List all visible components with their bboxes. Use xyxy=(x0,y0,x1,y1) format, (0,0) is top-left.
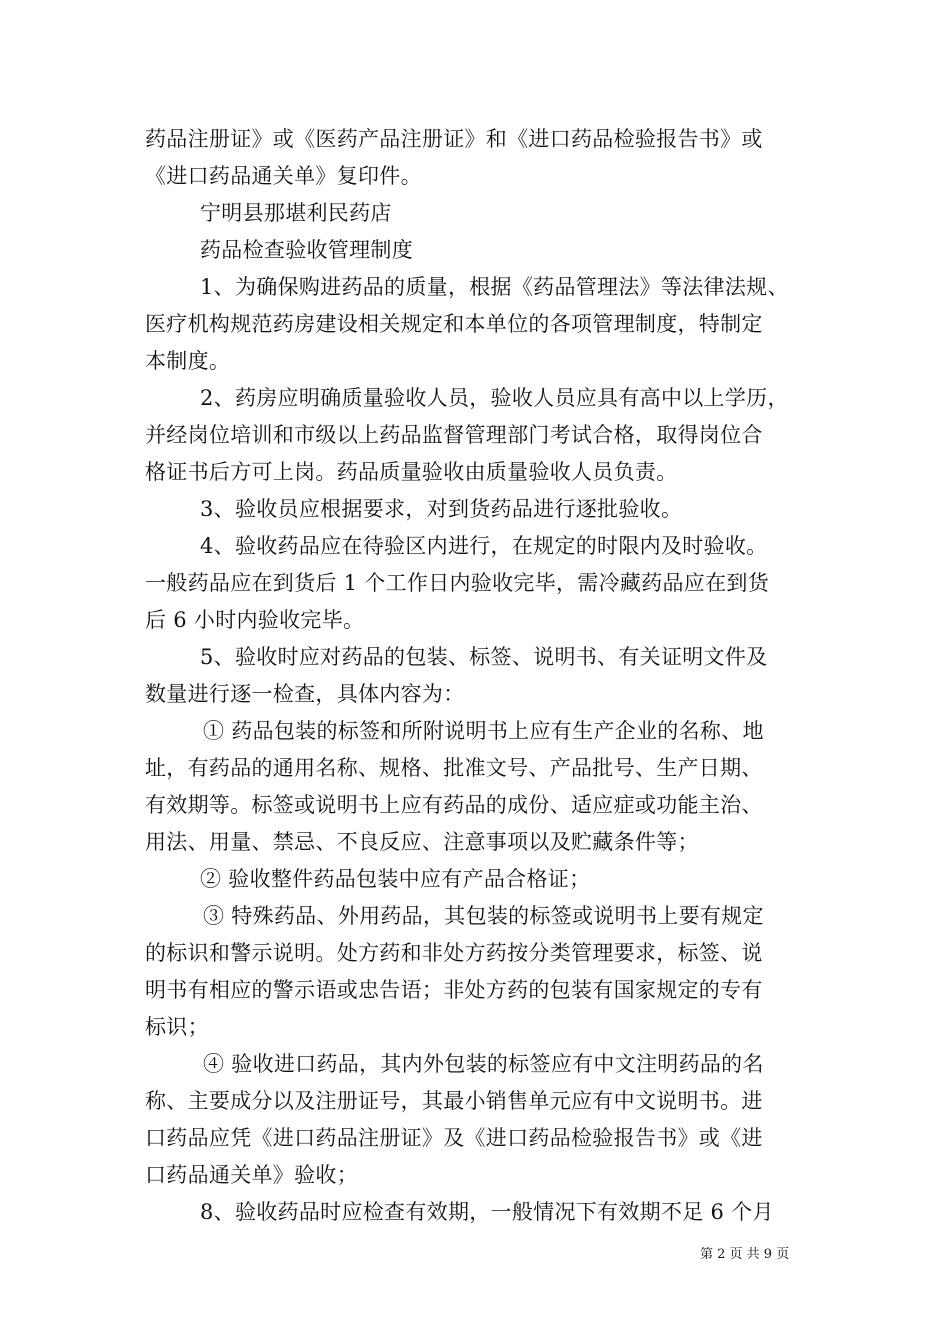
text-line: ① 药品包装的标签和所附说明书上应有生产企业的名称、地 xyxy=(203,719,764,743)
text-line: 一般药品应在到货后 1 个工作日内验收完毕，需冷藏药品应在到货 xyxy=(145,571,770,595)
text-line: 医疗机构规范药房建设相关规定和本单位的各项管理制度，特制定 xyxy=(145,312,763,336)
text-line: 《进口药品通关单》复印件。 xyxy=(145,164,422,188)
text-line: 用法、用量、禁忌、不良反应、注意事项以及贮藏条件等； xyxy=(145,830,699,854)
text-line: 的标识和警示说明。处方药和非处方药按分类管理要求，标签、说 xyxy=(145,941,763,965)
text-line: 称、主要成分以及注册证号，其最小销售单元应有中文说明书。进 xyxy=(145,1089,763,1113)
regulation-title: 药品检查验收管理制度 xyxy=(200,238,413,262)
page-number-footer: 第 2 页 共 9 页 xyxy=(700,1247,790,1262)
text-line: 口药品应凭《进口药品注册证》及《进口药品检验报告书》或《进 xyxy=(145,1126,763,1150)
text-line: ④ 验收进口药品，其内外包装的标签应有中文注明药品的名 xyxy=(203,1052,764,1076)
text-line: 口药品通关单》验收； xyxy=(145,1163,358,1187)
text-line: 有效期等。标签或说明书上应有药品的成份、适应症或功能主治、 xyxy=(145,793,763,817)
text-line: 并经岗位培训和市级以上药品监督管理部门考试合格，取得岗位合 xyxy=(145,423,763,447)
text-line: 明书有相应的警示语或忠告语；非处方药的包装有国家规定的专有 xyxy=(145,978,763,1002)
text-line: 格证书后方可上岗。药品质量验收由质量验收人员负责。 xyxy=(145,460,678,484)
text-line: 5、验收时应对药品的包装、标签、说明书、有关证明文件及 xyxy=(200,645,768,669)
text-line: 3、验收员应根据要求，对到货药品进行逐批验收。 xyxy=(200,497,683,521)
text-line: 1、为确保购进药品的质量，根据《药品管理法》等法律法规、 xyxy=(200,275,789,299)
store-name-heading: 宁明县那堪利民药店 xyxy=(200,201,392,225)
text-line: 4、验收药品应在待验区内进行，在规定的时限内及时验收。 xyxy=(200,534,768,558)
text-line: 址，有药品的通用名称、规格、批准文号、产品批号、生产日期、 xyxy=(145,756,763,780)
text-line: 数量进行逐一检查，具体内容为： xyxy=(145,682,465,706)
text-line: ② 验收整件药品包装中应有产品合格证； xyxy=(200,867,591,891)
text-line: 标识； xyxy=(145,1015,209,1039)
text-line: 后 6 小时内验收完毕。 xyxy=(145,608,365,632)
text-line: 2、药房应明确质量验收人员，验收人员应具有高中以上学历， xyxy=(200,386,789,410)
text-line: 本制度。 xyxy=(145,349,231,373)
text-line: 8、验收药品时应检查有效期，一般情况下有效期不足 6 个月 xyxy=(200,1200,774,1224)
text-line: ③ 特殊药品、外用药品，其包装的标签或说明书上要有规定 xyxy=(203,904,764,928)
text-line: 药品注册证》或《医药产品注册证》和《进口药品检验报告书》或 xyxy=(145,127,763,151)
